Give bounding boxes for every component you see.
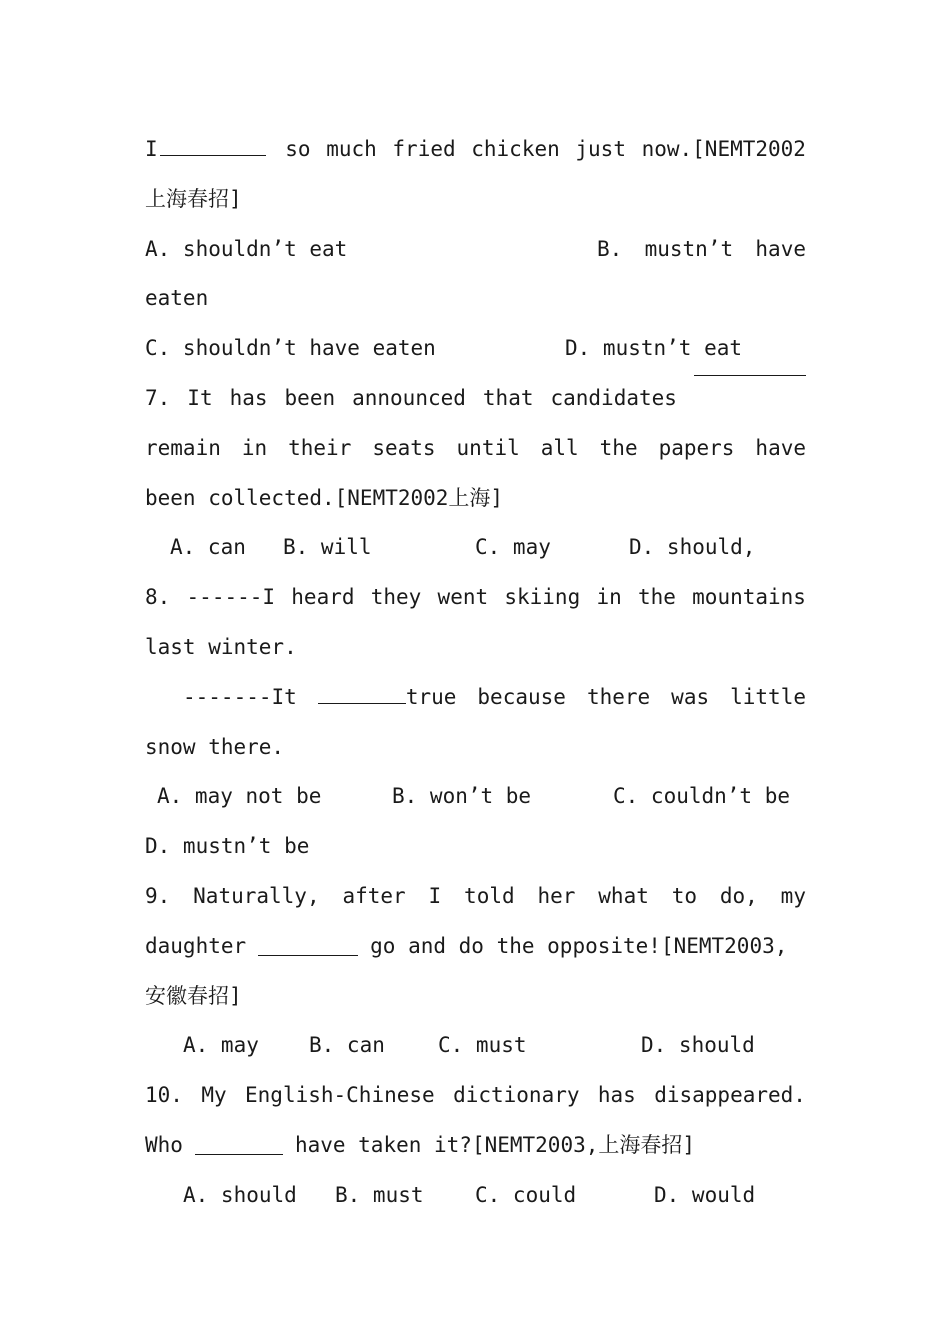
q9-word: her	[537, 883, 576, 908]
q9-option-b: B. can	[309, 1033, 385, 1058]
q6-word: fried	[392, 137, 456, 161]
q6-option-c: C. shouldn’t have eaten	[145, 336, 436, 361]
q9-word: do,	[719, 883, 758, 908]
q9-line-2-end: go and do the opposite![NEMT2003,	[370, 933, 788, 958]
q8-word: 8.	[145, 585, 171, 610]
q8-line-4-text: snow there.	[145, 734, 285, 759]
q8-option-a: A. may not be	[157, 784, 322, 809]
q7-line-3	[145, 474, 806, 524]
q8-line-1	[145, 573, 806, 623]
q7-line-3-text: been collected.[NEMT2002上海]	[145, 485, 504, 510]
q10-option-d: D. would	[654, 1182, 756, 1207]
q7-word: that	[482, 385, 534, 410]
q9-line-1	[145, 872, 806, 922]
q8-options-row-2	[145, 822, 806, 872]
q9-option-d: D. should	[641, 1033, 755, 1058]
q7-options	[145, 523, 806, 573]
q7-word: It	[187, 385, 213, 410]
q10-option-a: A. should	[183, 1182, 297, 1207]
q10-line-1	[145, 1071, 806, 1121]
q6-options-row-1	[145, 225, 806, 275]
q6-source: 上海春招]	[145, 186, 242, 211]
q7-word: seats	[372, 435, 436, 460]
q8-word: they	[370, 585, 422, 610]
answer-blank	[160, 154, 266, 156]
q7-word: 7.	[145, 385, 171, 410]
q7-word: papers	[658, 435, 735, 460]
q10-option-c: C. could	[475, 1182, 577, 1207]
q6-options-row-3	[145, 324, 806, 374]
q9-line-2-start: daughter	[145, 933, 247, 958]
q6-option-a: A. shouldn’t eat	[145, 236, 348, 261]
q8-line-4	[145, 723, 806, 773]
q8-word: true	[405, 684, 457, 709]
q9-word: told	[464, 883, 515, 908]
q9-option-a: A. may	[183, 1033, 259, 1058]
q7-option-b: B. will	[283, 535, 372, 560]
q7-word: in	[241, 435, 268, 460]
q9-word: Naturally,	[193, 883, 320, 908]
q8-word: in	[596, 585, 622, 610]
q10-line-2	[145, 1121, 806, 1171]
q10-options	[145, 1171, 806, 1221]
q8-word: ------I	[186, 585, 276, 610]
q10-line-2-start: Who	[145, 1132, 183, 1157]
q10-option-b: B. must	[335, 1182, 424, 1207]
q7-word: all	[540, 435, 579, 460]
q8-option-b: B. won’t be	[392, 784, 532, 809]
q9-options	[145, 1021, 806, 1071]
q8-word: because	[477, 684, 566, 709]
q8-option-c: C. couldn’t be	[613, 784, 791, 809]
q7-word: has	[229, 385, 268, 410]
q6-option-b-word: B.	[597, 236, 623, 261]
q6-option-b-word: mustn’t	[644, 236, 734, 261]
q7-word: candidates	[550, 385, 677, 410]
q8-word: went	[437, 585, 489, 610]
q10-word: disappeared.	[654, 1083, 806, 1108]
q7-option-d: D. should,	[629, 535, 756, 560]
q10-word: 10.	[145, 1083, 183, 1108]
q8-word: was	[671, 684, 710, 709]
q9-line-2	[145, 922, 806, 972]
q10-word: My	[201, 1083, 227, 1108]
q6-word: now.[NEMT2002	[641, 137, 806, 161]
q8-word: -------It	[183, 684, 297, 709]
q8-line-2	[145, 623, 806, 673]
q10-word: dictionary	[453, 1083, 580, 1108]
q6-line-1	[145, 125, 806, 175]
q6-option-b-word: have	[755, 236, 806, 261]
q6-word: much	[326, 137, 377, 161]
q6-word: so	[285, 137, 311, 161]
q8-word: heard	[291, 585, 355, 610]
answer-blank	[318, 702, 406, 704]
q9-word: what	[598, 883, 649, 908]
q9-word: I	[428, 883, 442, 908]
q7-option-a: A. can	[170, 535, 246, 560]
q6-word: I	[145, 137, 158, 161]
q8-word: there	[586, 684, 651, 709]
q8-line-2-text: last winter.	[145, 634, 297, 659]
q8-word: little	[730, 684, 806, 709]
q7-word: the	[599, 435, 638, 460]
q7-word: been	[284, 385, 336, 410]
q7-line-1	[145, 374, 806, 424]
answer-blank	[258, 954, 358, 956]
q7-word: remain	[145, 435, 221, 460]
q6-line-2	[145, 175, 806, 225]
q7-word: announced	[352, 385, 466, 410]
q9-word: my	[780, 883, 806, 908]
q10-word: has	[597, 1083, 636, 1108]
q8-word: skiing	[504, 585, 581, 610]
q7-word: have	[755, 435, 806, 460]
q8-option-d: D. mustn’t be	[145, 834, 310, 859]
q8-word: the	[637, 585, 676, 610]
q7-word: their	[288, 435, 352, 460]
q6-word: chicken	[471, 137, 560, 161]
answer-blank	[195, 1153, 283, 1155]
answer-blank	[694, 374, 806, 376]
q9-word: to	[671, 883, 698, 908]
q7-option-c: C. may	[475, 535, 551, 560]
q6-word: just	[575, 137, 626, 161]
q6-options-row-2	[145, 274, 806, 324]
q9-word: 9.	[145, 883, 171, 908]
q10-word: English-Chinese	[245, 1083, 435, 1108]
q7-word: until	[456, 435, 520, 460]
q10-line-2-end: have taken it?[NEMT2003,上海春招]	[294, 1132, 696, 1157]
q9-word: after	[342, 883, 406, 908]
q6-option-d: D. mustn’t eat	[565, 336, 743, 361]
q9-option-c: C. must	[438, 1033, 527, 1058]
q9-line-3	[145, 972, 806, 1022]
q8-line-3	[145, 673, 806, 723]
q7-line-2	[145, 424, 806, 474]
document-page	[145, 125, 806, 1221]
q9-source: 安徽春招]	[145, 983, 242, 1008]
q8-word: mountains	[692, 585, 806, 610]
q6-option-b-cont: eaten	[145, 286, 209, 311]
q8-options-row-1	[145, 772, 806, 822]
